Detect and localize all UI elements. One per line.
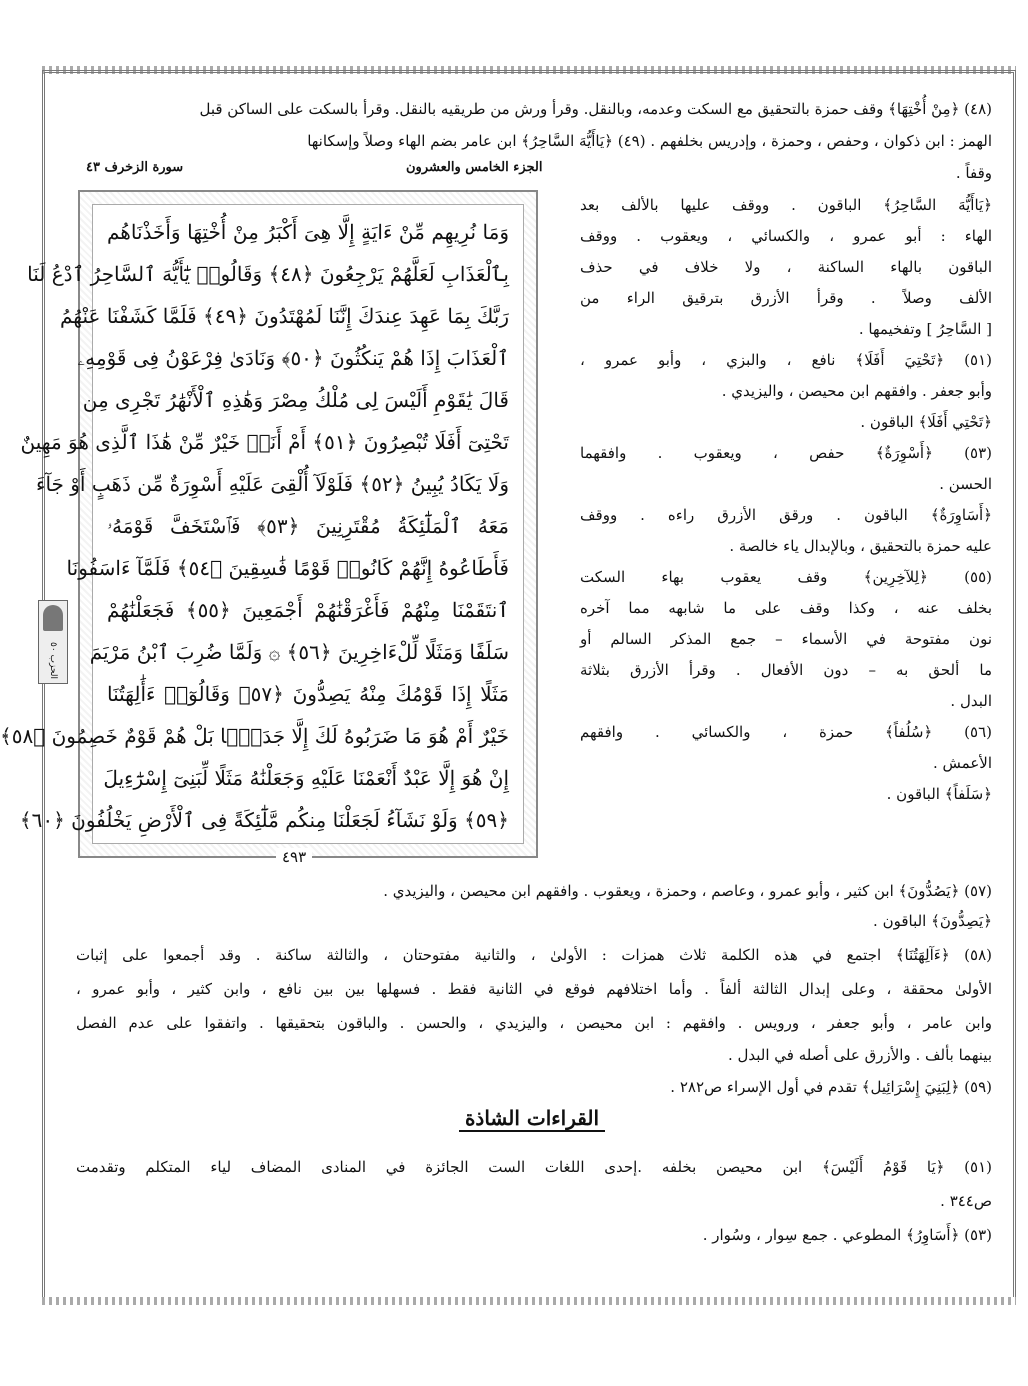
quran-line: وَلَا يَكَادُ يُبِينُ ﴿٥٢﴾ فَلَوْلَآ أُلْقِىَ عَلَيْهِ أَسْوِرَةٌ مِّن ذَهَبٍ أَوْ جَآءَ <box>36 472 509 496</box>
note-58c: وابن عامر ، وأبو جعفر ، ورويس . وافقهم : ابن محيصن ، واليزيدي ، والحسن . والباقون بتحقيقها . واتفقوا على عدم الفصل <box>76 1014 992 1032</box>
side-note-line: ما ألحق به – دون الأفعال . وقرأ الأزرق بثلاثة <box>580 661 992 679</box>
quran-line: مَثَلًا إِذَا قَوْمُكَ مِنْهُ يَصِدُّونَ ﴿٥٧﴾ وَقَالُوٓا۟ ءَأَٰلِهَتُنَا <box>107 682 509 706</box>
mushaf-page-number: ٤٩٣ <box>276 848 312 866</box>
side-note-line: البدل . <box>950 692 992 710</box>
quran-line: فَأَطَاعُوهُ إِنَّهُمْ كَانُوا۟ قَوْمًا فَٰسِقِينَ ﴿٥٤﴾ فَلَمَّآ ءَاسَفُونَا <box>66 556 509 580</box>
quran-line: قَالَ يَٰقَوْمِ أَلَيْسَ لِى مُلْكُ مِصْرَ وَهَٰذِهِ ٱلْأَنْهَٰرُ تَجْرِى مِن <box>82 388 509 412</box>
quran-line: ﴿٥٩﴾ وَلَوْ نَشَآءُ لَجَعَلْنَا مِنكُم مَّلَٰٓئِكَةً فِى ٱلْأَرْضِ يَخْلُفُونَ ﴿٦٠﴾ <box>19 808 509 832</box>
shadh-note-53: (٥٣) ﴿أَسَاوِرُ﴾ المطوعي . جمع سِوار ، وسُوار . <box>702 1226 992 1244</box>
side-note-line: ﴿أَسَاوِرَةٌ﴾ الباقون . ورقق الأزرق راءه . ووقف <box>580 506 992 524</box>
side-note-line: الحسن . <box>939 475 992 493</box>
quran-line: وَمَا نُرِيهِم مِّنْ ءَايَةٍ إِلَّا هِىَ أَكْبَرُ مِنْ أُخْتِهَا وَأَخَذْنَاهُم <box>107 220 509 244</box>
quran-line: سَلَفًا وَمَثَلًا لِّلْءَاخِرِينَ ﴿٥٦﴾ ۞ وَلَمَّا ضُرِبَ ٱبْنُ مَرْيَمَ <box>89 640 509 664</box>
side-note-line: (٥٦) ﴿سُلُفاً﴾ حمزة ، والكسائي . وافقهم <box>580 723 992 741</box>
note-59: (٥٩) ﴿لِبَنِيَ إِسْرَائِيل﴾ تقدم في أول الإسراء ص٢٨٢ . <box>670 1078 992 1096</box>
quran-line: خَيْرٌ أَمْ هُوَ مَا ضَرَبُوهُ لَكَ إِلَّا جَدَلًۢا بَلْ هُمْ قَوْمٌ خَصِمُونَ ﴿٥٨﴾ <box>0 724 509 748</box>
section-title <box>36 1106 1028 1130</box>
section-title-text: القراءات الشاذة <box>459 1106 605 1132</box>
side-note-line: (٥٣) ﴿أَسْوِرَةٌ﴾ حفص ، ويعقوب . وافقهما <box>580 444 992 462</box>
side-note-line: (٥٥) ﴿لِلآخِرِين﴾ وقف يعقوب بهاء السكت <box>580 568 992 586</box>
note-57: (٥٧) ﴿يَصُدُّونَ﴾ ابن كثير ، وأبو عمرو ، وعاصم ، وحمزة ، ويعقوب . وافقهم ابن محيصن ، واليزيدي . <box>383 882 992 900</box>
side-note-line: ﴿سَلَفاً﴾ الباقون . <box>886 785 992 803</box>
side-note-line: ﴿يَاأَيُّهَ السَّاحِرُ﴾ الباقون . ووقف عليها بالألف بعد <box>580 196 992 214</box>
quran-line: إِنْ هُوَ إِلَّا عَبْدٌ أَنْعَمْنَا عَلَيْهِ وَجَعَلْنَٰهُ مَثَلًا لِّبَنِىٓ إِسْرَٰٓءِيلَ <box>103 766 509 790</box>
note-58: (٥٨) ﴿ءَآلِهَتُنَا﴾ اجتمع في هذه الكلمة ثلاث همزات : الأولىٰ ، والثانية مفتوحتان ، والثالثة ساكنة . وقد أجمعوا على إثبات <box>76 946 992 964</box>
quran-line: تَحْتِىٓ أَفَلَا تُبْصِرُونَ ﴿٥١﴾ أَمْ أَنَا۠ خَيْرٌ مِّنْ هَٰذَا ٱلَّذِى هُوَ مَهِينٌ <box>20 430 509 454</box>
note-49-end: وقفاً . <box>955 164 992 182</box>
side-note-line: وأبو جعفر . وافقهم ابن محيصن ، واليزيدي . <box>721 382 992 400</box>
dome-icon <box>43 605 63 631</box>
bottom-border-ornament <box>42 1297 1016 1305</box>
note-58d: بينهما بألف . والأزرق على أصله في البدل . <box>727 1046 992 1064</box>
quran-line: ٱلْعَذَابَ إِذَا هُمْ يَنكُثُونَ ﴿٥٠﴾ وَنَادَىٰ فِرْعَوْنُ فِى قَوْمِهِۦ <box>77 346 509 370</box>
note-58b: الأولىٰ محققة ، وعلى إبدال الثالثة ألفاً . وأما اختلافهم فوقع في الثانية فقط . فسهلها بين بين نافع ، وابن كثير ، وأبو عمرو ، <box>76 980 992 998</box>
juz-header: الجزء الخامس والعشرون <box>406 160 543 175</box>
note-48-line: (٤٨) ﴿مِنْ أُخْتِهَا﴾ وقف حمزة بالتحقيق مع السكت وعدمه، وبالنقل. وقرأ ورش من طريقيه بالنقل. وقرأ بالسكت على الساكن قبل <box>199 100 992 118</box>
hizb-marker <box>38 600 68 684</box>
side-note-line: الباقون بالهاء الساكنة ، ولا خلاف في حذف <box>580 258 992 276</box>
surah-header: سورة الزخرف ٤٣ <box>86 160 184 175</box>
quran-line: بِٱلْعَذَابِ لَعَلَّهُمْ يَرْجِعُونَ ﴿٤٨﴾ وَقَالُوا۟ يَٰٓأَيُّهَ ٱلسَّاحِرُ ٱدْعُ لَنَا <box>27 262 509 286</box>
shadh-note-51: (٥١) ﴿يَا قَوْمُ أَلَيْسَ﴾ ابن محيصن بخلفه .إحدى اللغات الست الجائزة في المنادى المضاف لياء المتكلم وتقدمت <box>76 1158 992 1176</box>
hizb-label: الحزب ٥٠ <box>48 641 58 679</box>
side-note-line: نون مفتوحة في الأسماء – جمع المذكر السالم أو <box>580 630 992 648</box>
note-57b: ﴿يَصِدُّونَ﴾ الباقون . <box>873 912 992 930</box>
side-note-line: الألف وصلاً . وقرأ الأزرق بترقيق الراء من <box>580 289 992 307</box>
side-note-line: عليه حمزة بالتحقيق ، وبالإبدال ياء خالصة . <box>729 537 992 555</box>
side-note-line: (٥١) ﴿تَحْتِيَ أَفَلَا﴾ نافع ، والبزي ، وأبو عمرو ، <box>580 351 992 369</box>
quran-line: رَبَّكَ بِمَا عَهِدَ عِندَكَ إِنَّنَا لَمُهْتَدُونَ ﴿٤٩﴾ فَلَمَّا كَشَفْنَا عَنْهُمُ <box>59 304 509 328</box>
side-notes <box>580 190 992 810</box>
quran-line: ٱنتَقَمْنَا مِنْهُمْ فَأَغْرَقْنَٰهُمْ أَجْمَعِينَ ﴿٥٥﴾ فَجَعَلْنَٰهُمْ <box>107 598 509 622</box>
side-note-line: الهاء : أبو عمرو ، والكسائي ، ويعقوب . ووقف <box>580 227 992 245</box>
side-note-line: الأعمش . <box>932 754 992 772</box>
shadh-note-51b: ص٣٤٤ . <box>940 1192 992 1210</box>
quran-line: مَعَهُ ٱلْمَلَٰٓئِكَةُ مُقْتَرِنِينَ ﴿٥٣﴾ فَٱسْتَخَفَّ قَوْمَهُۥ <box>107 514 510 538</box>
side-note-line: [ السَّاحِرُ ] وتفخيمها . <box>858 320 992 338</box>
side-note-line: بخلف عنه ، وكذا وقف على ما شابهه مما آخره <box>580 599 992 617</box>
note-49-line: الهمز : ابن ذكوان ، وحفص ، وحمزة ، وإدريس بخلفهم . (٤٩) ﴿يَاأَيُّهَ السَّاحِرُ﴾ ابن عامر بضم الهاء وصلاً وإسكانها <box>307 132 992 150</box>
side-note-line: ﴿تَحْتِي أَفَلَا﴾ الباقون . <box>860 413 992 431</box>
